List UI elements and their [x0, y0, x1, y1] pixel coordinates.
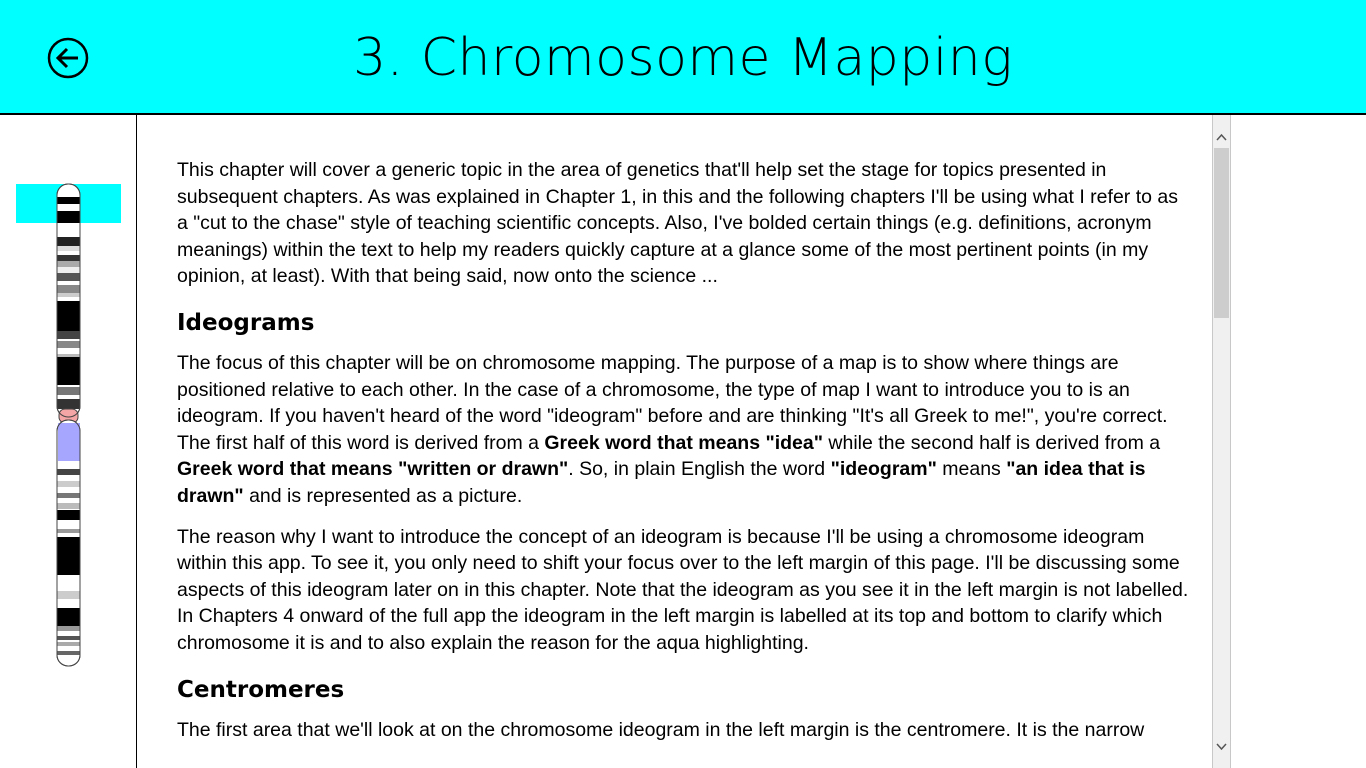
article [177, 157, 1192, 757]
left-margin [0, 115, 137, 768]
header-bar [0, 0, 1366, 115]
section-heading-centromeres: Centromeres [177, 676, 345, 703]
page-title: 3. Chromosome Mapping [353, 28, 1013, 88]
content-area [137, 115, 1212, 768]
scrollbar-thumb[interactable] [1214, 148, 1229, 318]
chevron-up-icon[interactable] [1213, 129, 1230, 145]
ideograms-paragraph-1: The focus of this chapter will be on chromosome mapping. The purpose of a map is to show where things are positioned relative to each other. In the case of a chromosome, the type of map I want to introduce you to is an ideogram. If you haven't heard of the word "ideogram" before and are thinking "It's all Greek to me!", you're correct. The first half of this word is derived from a Greek word that means "idea" while the second half is derived from a Greek word that means "written or drawn". So, in plain English the word "ideogram" means "an idea that is drawn" and is represented as a picture. [177, 351, 1168, 507]
centromeres-paragraph-1: The first area that we'll look at on the chromosome ideogram in the left margin is the centromere. It is the narrow [177, 718, 1145, 741]
chromosome-ideogram [0, 115, 136, 768]
intro-paragraph: This chapter will cover a generic topic in the area of genetics that'll help set the stage for topics presented in subsequent chapters. As was explained in Chapter 1, in this and the following chapters I'll be using what I refer to as a "cut to the chase" style of teaching scientific concepts. Also, I've bolded certain things (e.g. definitions, acronym meanings) within the text to help my readers quickly capture at a glance some of the most pertinent points (in my opinion, at least). With that being said, now onto the science ... [177, 159, 1178, 288]
section-heading-ideograms: Ideograms [177, 309, 315, 336]
ideograms-paragraph-2: The reason why I want to introduce the concept of an ideogram is because I'll be using a chromosome ideogram within this app. To see it, you only need to shift your focus over to the left margin of this page. I'll be discussing some aspects of this ideogram later on in this chapter. Note that the ideogram as you see it in the left margin is not labelled. In Chapters 4 onward of the full app the ideogram in the left margin is labelled at its top and bottom to clarify which chromosome it is and to also explain the reason for the aqua highlighting. [177, 525, 1189, 654]
vertical-scrollbar[interactable] [1212, 115, 1231, 768]
q-arm-bands [57, 423, 80, 655]
chevron-down-icon[interactable] [1213, 739, 1230, 755]
